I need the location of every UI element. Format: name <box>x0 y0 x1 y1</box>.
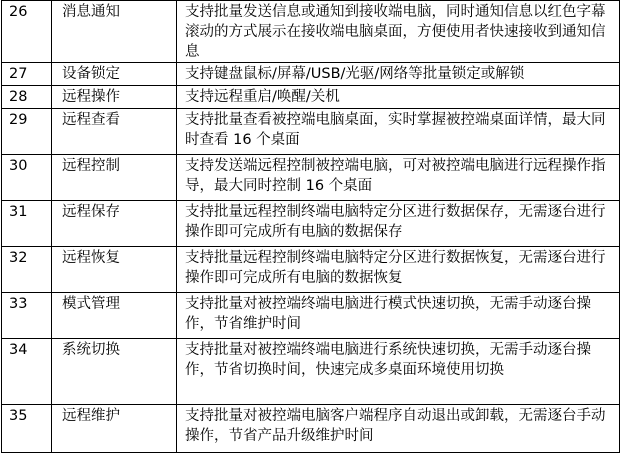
feature-description: 支持批量远程控制终端电脑特定分区进行数据恢复，无需逐台进行操作即可完成所有电脑的数据恢复 <box>177 247 620 293</box>
row-number: 35 <box>2 405 52 453</box>
feature-table <box>1 0 620 453</box>
table-row <box>2 405 620 453</box>
row-number: 29 <box>2 109 52 155</box>
feature-name: 远程操作 <box>52 86 177 109</box>
feature-name: 系统切换 <box>52 339 177 405</box>
feature-name: 模式管理 <box>52 293 177 339</box>
feature-name: 远程查看 <box>52 109 177 155</box>
feature-name: 设备锁定 <box>52 63 177 86</box>
row-number: 27 <box>2 63 52 86</box>
feature-description: 支持发送端远程控制被控端电脑，可对被控端电脑进行远程操作指导，最大同时控制 16 个桌面 <box>177 155 620 201</box>
row-number: 34 <box>2 339 52 405</box>
feature-description: 支持批量对被控端电脑客户端程序自动退出或卸载，无需逐台手动操作，节省产品升级维护时间 <box>177 405 620 453</box>
feature-description: 支持键盘鼠标/屏幕/USB/光驱/网络等批量锁定或解锁 <box>177 63 620 86</box>
row-number: 33 <box>2 293 52 339</box>
table-row <box>2 1 620 63</box>
row-number: 32 <box>2 247 52 293</box>
feature-description: 支持批量远程控制终端电脑特定分区进行数据保存，无需逐台进行操作即可完成所有电脑的数据保存 <box>177 201 620 247</box>
feature-name: 远程控制 <box>52 155 177 201</box>
table-row <box>2 109 620 155</box>
table-row <box>2 63 620 86</box>
row-number: 30 <box>2 155 52 201</box>
feature-description: 支持批量发送信息或通知到接收端电脑，同时通知信息以红色字幕滚动的方式展示在接收端电脑桌面，方便使用者快速接收到通知信息 <box>177 1 620 63</box>
feature-name: 远程恢复 <box>52 247 177 293</box>
feature-description: 支持批量查看被控端电脑桌面，实时掌握被控端桌面详情，最大同时查看 16 个桌面 <box>177 109 620 155</box>
feature-description: 支持远程重启/唤醒/关机 <box>177 86 620 109</box>
table-row <box>2 155 620 201</box>
table-row <box>2 247 620 293</box>
row-number: 26 <box>2 1 52 63</box>
feature-name: 消息通知 <box>52 1 177 63</box>
feature-description: 支持批量对被控端终端电脑进行模式快速切换，无需手动逐台操作，节省维护时间 <box>177 293 620 339</box>
table-row <box>2 86 620 109</box>
row-number: 31 <box>2 201 52 247</box>
feature-name: 远程维护 <box>52 405 177 453</box>
feature-description: 支持批量对被控端终端电脑进行系统快速切换，无需手动逐台操作，节省切换时间，快速完成多桌面环境使用切换 <box>177 339 620 405</box>
table-row <box>2 339 620 405</box>
row-number: 28 <box>2 86 52 109</box>
table-row <box>2 293 620 339</box>
feature-table-body <box>2 1 620 453</box>
feature-name: 远程保存 <box>52 201 177 247</box>
table-row <box>2 201 620 247</box>
